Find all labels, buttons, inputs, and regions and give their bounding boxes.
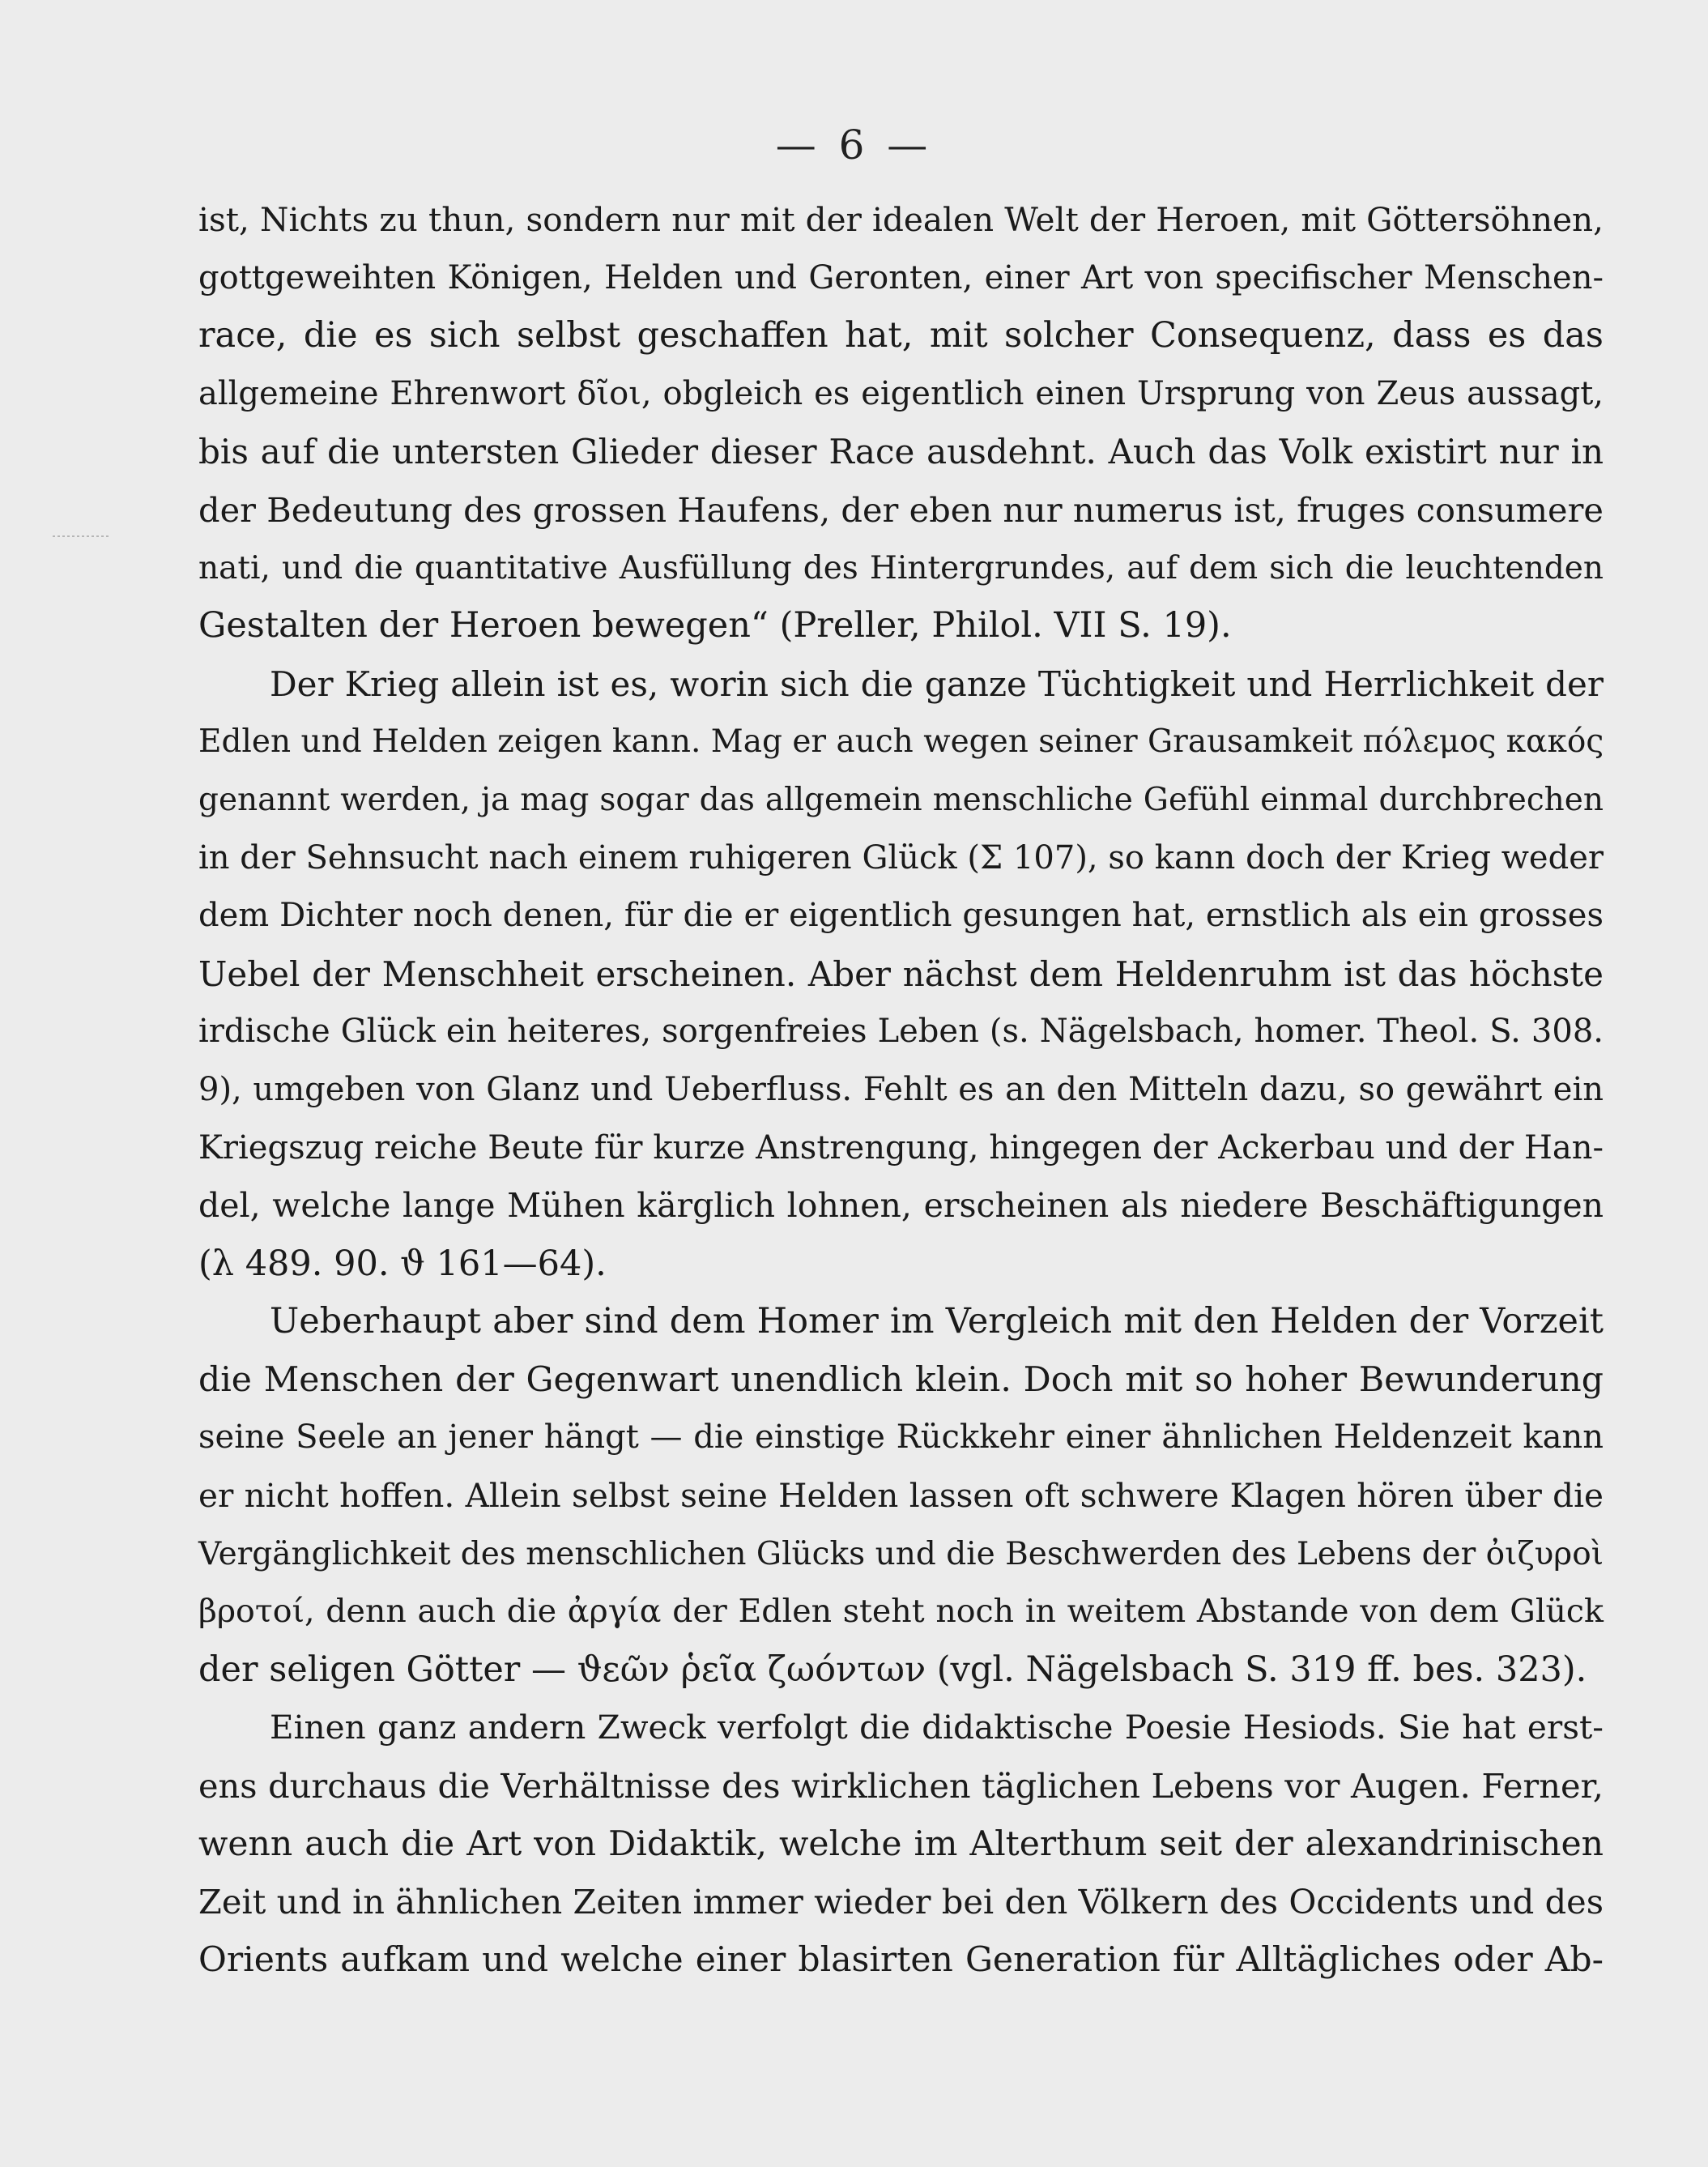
text-line: ist, Nichts zu thun, sondern nur mit der idealen Welt der Heroen, mit Göttersöhnen,	[198, 200, 1604, 239]
text-line: er nicht hoffen. Allein selbst seine Helden lassen oft schwere Klagen hören über die	[198, 1476, 1604, 1516]
text-line: ens durchaus die Verhältnisse des wirklichen täglichen Lebens vor Augen. Ferner,	[198, 1766, 1604, 1807]
text-line: allgemeine Ehrenwort δῖοι, obgleich es eigentlich einen Ursprung von Zeus aussagt,	[198, 374, 1604, 412]
paragraph-2	[198, 655, 1604, 1294]
text-line: in der Sehnsucht nach einem ruhigeren Glück (Σ 107), so kann doch der Krieg weder	[198, 838, 1604, 877]
text-line: βροτοί, denn auch die ἀργία der Edlen steht noch in weitem Abstande von dem Glück	[198, 1593, 1604, 1631]
paragraph-3	[198, 1293, 1604, 1699]
margin-smudge	[53, 531, 109, 542]
text-line: Zeit und in ähnlichen Zeiten immer wieder bei den Völkern des Occidents und des	[198, 1882, 1604, 1922]
page-number: — 6 —	[775, 122, 933, 168]
text-line: seine Seele an jener hängt — die einstige Rückkehr einer ähnlichen Heldenzeit kann	[198, 1418, 1604, 1457]
text-line: race, die es sich selbst geschaffen hat, mit solcher Consequenz, dass es das	[198, 315, 1604, 356]
text-line: gottgeweihten Königen, Helden und Geronten, einer Art von specifischer Menschen-	[198, 258, 1604, 296]
text-line: (λ 489. 90. ϑ 161—64).	[198, 1243, 607, 1284]
text-line: 9), umgeben von Glanz und Ueberfluss. Fehlt es an den Mitteln dazu, so gewährt ein	[198, 1070, 1604, 1108]
text-line: wenn auch die Art von Didaktik, welche im Alterthum seit der alexandrinischen	[198, 1824, 1604, 1864]
text-line: Edlen und Helden zeigen kann. Mag er auch wegen seiner Grausamkeit πόλεμος κακός	[198, 723, 1604, 761]
text-line: Gestalten der Heroen bewegen“ (Preller, Philol. VII S. 19).	[198, 605, 1232, 646]
text-line: Kriegszug reiche Beute für kurze Anstrengung, hingegen der Ackerbau und der Han-	[198, 1128, 1604, 1167]
text-line: Einen ganz andern Zweck verfolgt die didaktische Poesie Hesiods. Sie hat erst-	[270, 1708, 1604, 1747]
text-line: del, welche lange Mühen kärglich lohnen, erscheinen als niedere Beschäftigungen	[198, 1186, 1604, 1226]
text-line: der Bedeutung des grossen Haufens, der eben nur numerus ist, fruges consumere	[198, 489, 1604, 530]
text-line: nati, und die quantitative Ausfüllung des Hintergrundes, auf dem sich die leuchtenden	[198, 549, 1604, 587]
text-line: Orients aufkam und welche einer blasirten Generation für Alltägliches oder Ab-	[198, 1939, 1604, 1980]
text-line: genannt werden, ja mag sogar das allgemein menschliche Gefühl einmal durchbrechen	[198, 781, 1604, 818]
text-line: die Menschen der Gegenwart unendlich klein. Doch mit so hoher Bewunderung	[198, 1359, 1604, 1400]
text-line: bis auf die untersten Glieder dieser Race ausdehnt. Auch das Volk existirt nur in	[198, 432, 1604, 472]
text-line: dem Dichter noch denen, für die er eigentlich gesungen hat, ernstlich als ein grosses	[198, 897, 1604, 935]
text-line: Ueberhaupt aber sind dem Homer im Vergleich mit den Helden der Vorzeit	[270, 1301, 1604, 1342]
text-line: Der Krieg allein ist es, worin sich die ganze Tüchtigkeit und Herrlichkeit der	[270, 663, 1604, 704]
text-line: der seligen Götter — ϑεῶν ῥεῖα ζωόντων (vgl. Nägelsbach S. 319 ff. bes. 323).	[198, 1649, 1587, 1690]
body-text	[198, 191, 1604, 1989]
text-line: Vergänglichkeit des menschlichen Glücks und die Beschwerden des Lebens der ὀιζυροὶ	[198, 1535, 1604, 1572]
paragraph-1	[198, 191, 1604, 655]
paragraph-4	[198, 1699, 1604, 1989]
text-line: Uebel der Menschheit erscheinen. Aber nächst dem Heldenruhm ist das höchste	[198, 953, 1604, 994]
text-line: irdische Glück ein heiteres, sorgenfreies Leben (s. Nägelsbach, homer. Theol. S. 308.	[198, 1013, 1604, 1051]
